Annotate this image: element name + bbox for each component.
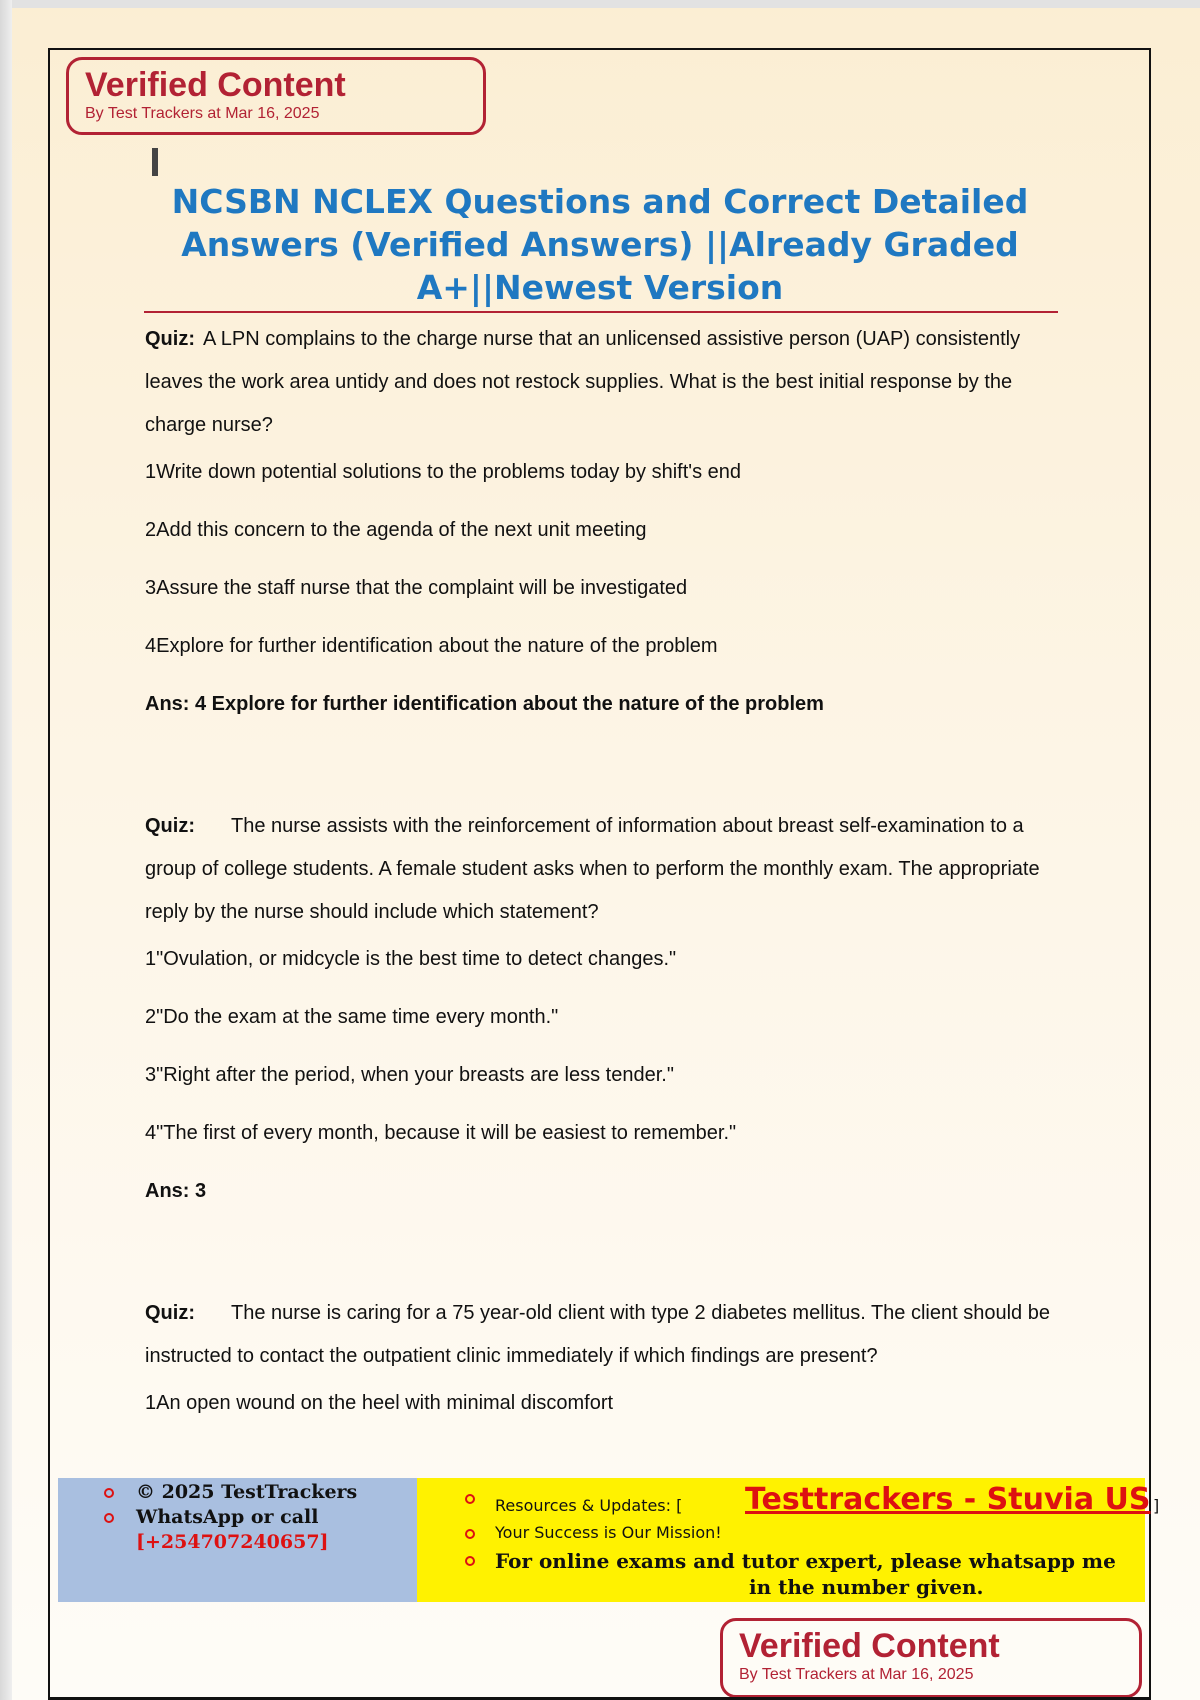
whatsapp-label: WhatsApp or call [136,1506,319,1528]
quiz-label: Quiz: [145,1302,195,1324]
answer-option: 1Write down potential solutions to the problems today by shift's end [145,461,742,483]
answer-option: 1"Ovulation, or midcycle is the best time to detect changes." [145,948,677,970]
window-left-edge [0,0,12,1700]
online-exams-line-1: For online exams and tutor expert, please whatsapp me [495,1549,1116,1573]
stuvia-link[interactable]: Testtrackers - Stuvia US [745,1482,1151,1517]
footer-contact-panel [58,1478,417,1602]
answer-key: Ans: 3 [145,1180,207,1202]
verified-stamp-bottom [720,1618,1142,1698]
bullet-icon [104,1488,114,1498]
stamp-subtitle: By Test Trackers at Mar 16, 2025 [85,105,320,122]
verified-stamp-top [66,57,486,135]
answer-option: 3Assure the staff nurse that the complaint will be investigated [145,577,688,599]
phone-number[interactable]: [+254707240657] [136,1531,329,1553]
question-body: The nurse assists with the reinforcement of information about breast self-examination to a group of college students. A female student asks when to perform the monthly exam. The appropriate reply by the nurse should include which statement? [145,815,1040,923]
answer-option: 1An open wound on the heel with minimal discomfort [145,1392,614,1414]
title-divider [144,311,1058,313]
answer-key: Ans: 4 Explore for further identification about the nature of the problem [145,693,824,715]
question-body: The nurse is caring for a 75 year-old client with type 2 diabetes mellitus. The client should be instructed to contact the outpatient clinic immediately if which findings are present? [145,1302,1050,1367]
bullet-icon [465,1556,475,1566]
quiz-label: Quiz: [145,328,195,350]
answer-option: 3"Right after the period, when your breasts are less tender." [145,1064,674,1086]
footer-banner [58,1478,1160,1602]
question-text [145,805,1065,934]
quiz-label: Quiz: [145,815,195,837]
bullet-icon [104,1513,114,1523]
stamp-title: Verified Content [739,1627,1000,1665]
question-text [145,1292,1065,1378]
question-text [145,318,1065,447]
resources-label: Resources & Updates: [ [495,1496,683,1515]
question-block-1 [145,318,1065,715]
window-top-edge [0,0,1200,8]
answer-option: 2Add this concern to the agenda of the next unit meeting [145,519,647,541]
resources-close: ] [1153,1496,1160,1515]
stamp-title: Verified Content [85,66,346,104]
question-block-2 [145,805,1065,1202]
footer-info-panel [417,1478,1160,1602]
answer-option: 4Explore for further identification about the nature of the problem [145,635,718,657]
bullet-icon [465,1494,475,1504]
copyright-text: © 2025 TestTrackers [136,1481,358,1503]
question-block-3 [145,1292,1065,1436]
mission-text: Your Success is Our Mission! [495,1523,722,1542]
answer-option: 4"The first of every month, because it will be easiest to remember." [145,1122,737,1144]
stamp-subtitle: By Test Trackers at Mar 16, 2025 [739,1666,974,1683]
answer-option: 2"Do the exam at the same time every month." [145,1006,559,1028]
document-title: NCSBN NCLEX Questions and Correct Detailed Answers (Verified Answers) ||Already Graded A+||Newest Version [171,182,1029,307]
text-cursor-icon [152,148,158,176]
bullet-icon [465,1529,475,1539]
question-body: A LPN complains to the charge nurse that an unlicensed assistive person (UAP) consistently leaves the work area untidy and does not restock supplies. What is the best initial response by the charge nurse? [145,328,1021,436]
online-exams-line-2: in the number given. [749,1575,984,1599]
